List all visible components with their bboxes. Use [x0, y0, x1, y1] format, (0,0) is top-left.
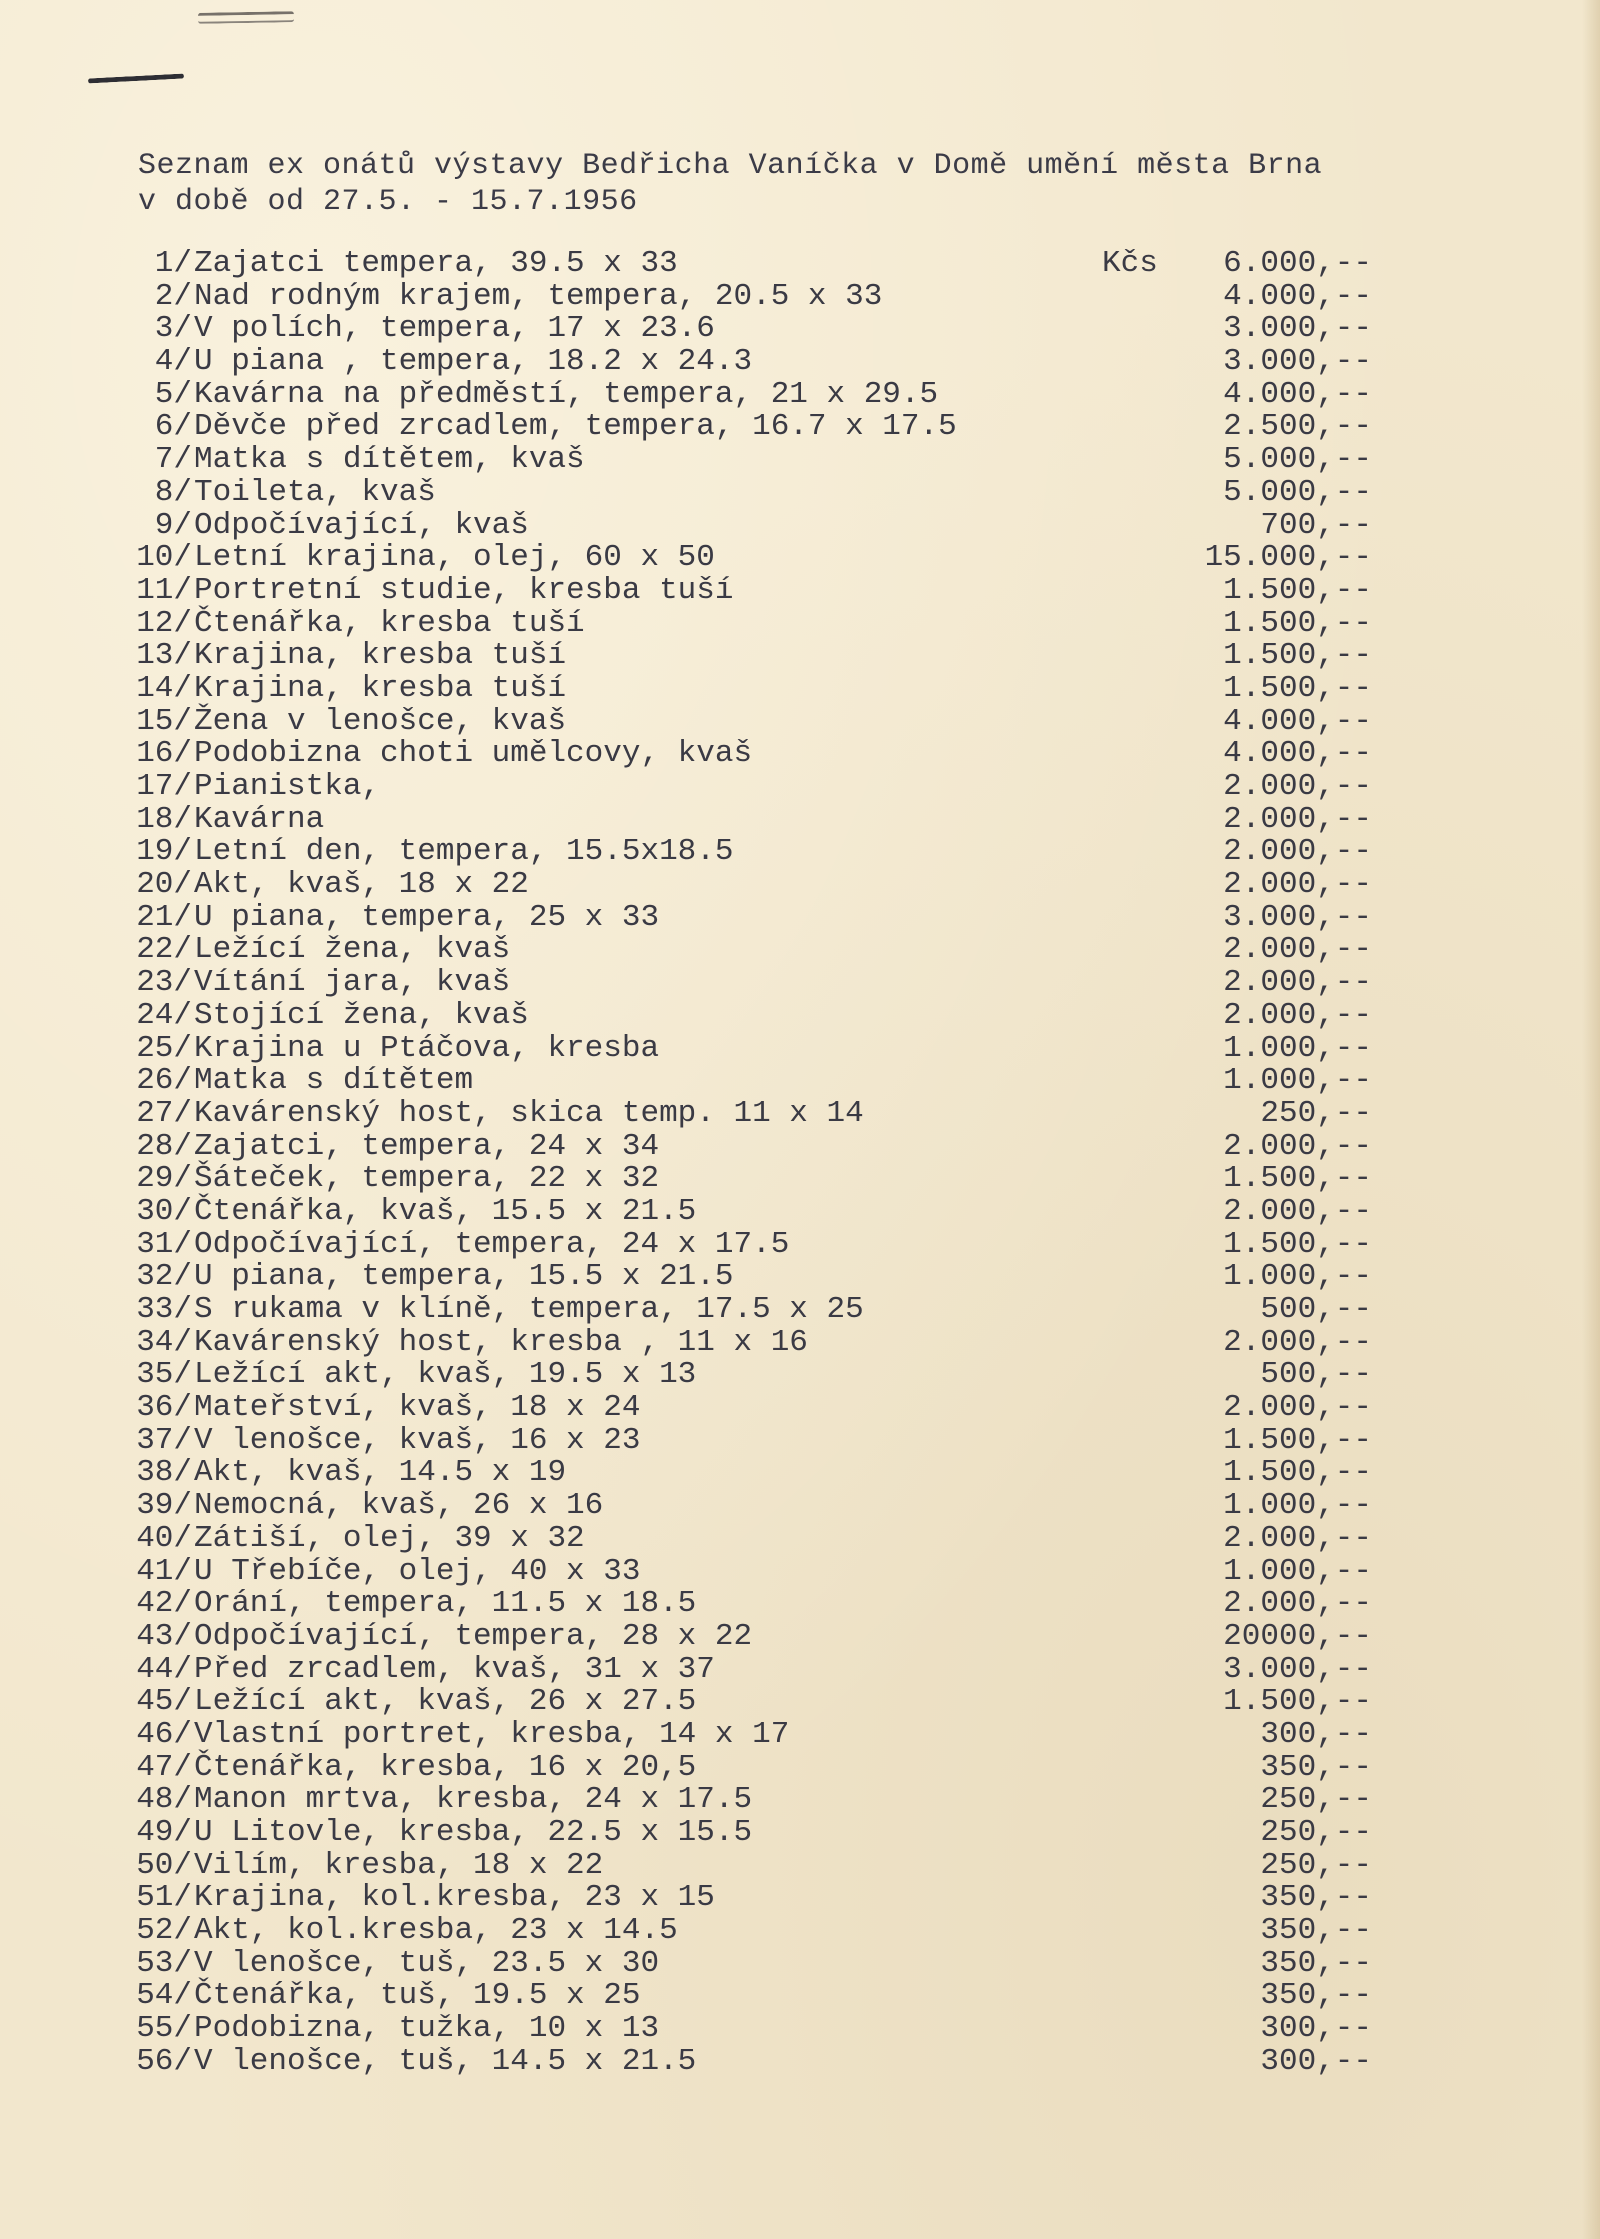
- item-price: 1.000,--: [1223, 1063, 1372, 1099]
- item-description: V lenošce, kvaš, 16 x 23: [194, 1422, 641, 1458]
- item-price: 1.500,--: [1223, 605, 1372, 641]
- item-price: 3.000,--: [1223, 344, 1372, 380]
- item-price: 250,--: [1260, 1847, 1372, 1883]
- list-item: [112, 1392, 1372, 1425]
- item-description: Čtenářka, kvaš, 15.5 x 21.5: [194, 1193, 697, 1229]
- item-description: Nad rodným krajem, tempera, 20.5 x 33: [194, 278, 883, 314]
- item-description: Krajina, kresba tuší: [194, 670, 567, 706]
- item-price: 250,--: [1260, 1782, 1372, 1818]
- item-description: Krajina u Ptáčova, kresba: [194, 1030, 660, 1066]
- item-number: 42/: [136, 1586, 192, 1622]
- list-item: [112, 1945, 1372, 1981]
- item-description: V lenošce, tuš, 14.5 x 21.5: [194, 2043, 697, 2079]
- item-price: 2.000,--: [1223, 1128, 1372, 1164]
- item-number: 16/: [136, 736, 192, 772]
- item-number: 14/: [136, 670, 192, 706]
- list-item: [112, 2043, 1372, 2079]
- item-price: 4.000,--: [1223, 376, 1372, 412]
- item-price: 350,--: [1260, 1913, 1372, 1949]
- item-number: 28/: [136, 1128, 192, 1164]
- item-price: 2.000,--: [1223, 834, 1372, 870]
- item-description: Akt, kol.kresba, 23 x 14.5: [194, 1913, 678, 1949]
- title-line-1: Seznam ex onátů výstavy Bedřicha Vaníčka v Domě umění města Brna: [138, 149, 1323, 183]
- list-item: [112, 1651, 1372, 1687]
- item-number: 17/: [136, 769, 192, 804]
- item-description: Podobizna choti umělcovy, kvaš: [194, 736, 753, 772]
- item-number: 11/: [136, 572, 192, 608]
- item-price: 300,--: [1260, 2011, 1372, 2047]
- list-item: [112, 1882, 1372, 1915]
- list-item: [112, 507, 1372, 543]
- item-number: 15/: [136, 703, 192, 739]
- item-description: Kavárna na předměstí, tempera, 21 x 29.5: [194, 376, 939, 412]
- item-price: 5.000,--: [1223, 442, 1372, 478]
- ink-dash-mark: [88, 73, 184, 83]
- item-number: 51/: [136, 1880, 192, 1916]
- item-number: 40/: [136, 1520, 192, 1556]
- item-price: 15.000,--: [1204, 540, 1372, 576]
- list-item: [112, 376, 1372, 412]
- list-item: [112, 934, 1372, 967]
- item-number: 34/: [136, 1324, 192, 1360]
- list-item: [112, 801, 1372, 837]
- item-price: 1.500,--: [1223, 1422, 1372, 1458]
- list-item: [112, 1490, 1372, 1523]
- item-description: V polích, tempera, 17 x 23.6: [194, 311, 715, 347]
- item-number: 47/: [136, 1749, 192, 1785]
- item-description: Kavárenský host, skica temp. 11 x 14: [194, 1095, 864, 1131]
- item-price: 1.000,--: [1223, 1030, 1372, 1066]
- item-number: 39/: [136, 1488, 192, 1524]
- item-description: U Třebíče, olej, 40 x 33: [194, 1553, 641, 1589]
- item-description: Odpočívající, tempera, 24 x 17.5: [194, 1226, 790, 1262]
- item-description: U piana, tempera, 15.5 x 21.5: [194, 1259, 734, 1295]
- item-description: Vítání jara, kvaš: [194, 965, 511, 1001]
- item-price: 250,--: [1260, 1095, 1372, 1131]
- list-item: [112, 1422, 1372, 1458]
- item-description: Matka s dítětem: [194, 1063, 474, 1099]
- list-item: [112, 1324, 1372, 1360]
- item-description: Letní den, tempera, 15.5x18.5: [194, 834, 734, 870]
- list-item: [112, 1686, 1372, 1719]
- item-description: Čtenářka, kresba tuší: [194, 605, 585, 641]
- list-item: [112, 1065, 1372, 1098]
- paper-edge-shading: [1582, 0, 1600, 2239]
- list-item: [112, 1847, 1372, 1883]
- item-description: Portretní studie, kresba tuší: [194, 572, 734, 608]
- item-number: 25/: [136, 1030, 192, 1066]
- item-description: Odpočívající, tempera, 28 x 22: [194, 1618, 753, 1654]
- item-description: U piana, tempera, 25 x 33: [194, 899, 660, 935]
- item-description: Ležící akt, kvaš, 19.5 x 13: [194, 1357, 697, 1393]
- list-item: [112, 836, 1372, 869]
- item-description: Děvče před zrcadlem, tempera, 16.7 x 17.5: [194, 409, 957, 445]
- item-number: 7/: [154, 442, 192, 478]
- item-number: 49/: [136, 1815, 192, 1850]
- currency-label: Kčs: [1102, 246, 1158, 281]
- list-item: [112, 1553, 1372, 1589]
- list-item: [112, 1128, 1372, 1164]
- list-item: [112, 1817, 1372, 1850]
- list-item: [112, 474, 1372, 510]
- document-title: [138, 148, 1438, 220]
- list-item: [112, 1359, 1372, 1392]
- item-number: 29/: [136, 1161, 192, 1197]
- item-description: Ležící akt, kvaš, 26 x 27.5: [194, 1684, 697, 1720]
- list-item: [112, 771, 1372, 804]
- list-item: [112, 1784, 1372, 1817]
- item-number: 21/: [136, 899, 192, 935]
- item-number: 19/: [136, 834, 192, 870]
- item-number: 38/: [136, 1455, 192, 1491]
- item-number: 32/: [136, 1259, 192, 1295]
- list-item: [112, 2013, 1372, 2046]
- item-number: 5/: [154, 376, 192, 412]
- item-price: 2.000,--: [1223, 997, 1372, 1033]
- list-item: [112, 444, 1372, 477]
- item-description: Vlastní portret, kresba, 14 x 17: [194, 1716, 790, 1752]
- list-item: [112, 1226, 1372, 1262]
- item-price: 1.500,--: [1223, 1226, 1372, 1262]
- item-price: 350,--: [1260, 1880, 1372, 1916]
- item-description: Letní krajina, olej, 60 x 50: [194, 540, 715, 576]
- item-number: 56/: [136, 2043, 192, 2079]
- list-item: [112, 670, 1372, 706]
- item-price: 2.000,--: [1223, 1390, 1372, 1426]
- item-price: 1.500,--: [1223, 1684, 1372, 1720]
- list-item: [112, 572, 1372, 608]
- list-item: [112, 1163, 1372, 1196]
- item-price: 2.000,--: [1223, 1586, 1372, 1622]
- item-price: 1.500,--: [1223, 638, 1372, 674]
- item-price: 1.500,--: [1223, 670, 1372, 706]
- list-item: [112, 640, 1372, 673]
- list-item: [112, 1294, 1372, 1327]
- item-price: 500,--: [1260, 1357, 1372, 1393]
- item-description: Čtenářka, tuš, 19.5 x 25: [194, 1978, 641, 2014]
- item-price: 350,--: [1260, 1749, 1372, 1785]
- item-number: 30/: [136, 1193, 192, 1229]
- item-description: Zátiší, olej, 39 x 32: [194, 1520, 585, 1556]
- item-number: 50/: [136, 1847, 192, 1883]
- list-item: [112, 278, 1372, 314]
- item-description: Podobizna, tužka, 10 x 13: [194, 2011, 660, 2047]
- item-number: 6/: [154, 409, 192, 445]
- item-price: 2.000,--: [1223, 1193, 1372, 1229]
- item-price: 2.000,--: [1223, 1324, 1372, 1360]
- item-description: V lenošce, tuš, 23.5 x 30: [194, 1945, 660, 1981]
- item-price: 1.500,--: [1223, 572, 1372, 608]
- list-item: [112, 411, 1372, 444]
- item-price: 2.000,--: [1223, 965, 1372, 1001]
- item-number: 4/: [154, 344, 192, 380]
- list-item: [112, 1030, 1372, 1066]
- list-item: [112, 1261, 1372, 1294]
- list-item: [112, 1193, 1372, 1229]
- item-description: Stojící žena, kvaš: [194, 997, 529, 1033]
- item-number: 2/: [154, 278, 192, 314]
- item-description: Čtenářka, kresba, 16 x 20,5: [194, 1749, 697, 1785]
- item-number: 45/: [136, 1684, 192, 1720]
- item-number: 24/: [136, 997, 192, 1033]
- list-item: [112, 1588, 1372, 1621]
- item-number: 3/: [154, 311, 192, 347]
- item-number: 31/: [136, 1226, 192, 1262]
- list-item: [112, 248, 1372, 281]
- item-number: 44/: [136, 1651, 192, 1687]
- item-price: 350,--: [1260, 1978, 1372, 2014]
- item-price: 2.000,--: [1223, 867, 1372, 903]
- item-price: 500,--: [1260, 1292, 1372, 1327]
- pencil-mark-top: [198, 11, 294, 24]
- list-item: [112, 703, 1372, 739]
- list-item: [112, 997, 1372, 1033]
- list-item: [112, 1095, 1372, 1131]
- item-description: Mateřství, kvaš, 18 x 24: [194, 1390, 641, 1426]
- item-number: 26/: [136, 1063, 192, 1099]
- item-price: 3.000,--: [1223, 899, 1372, 935]
- item-price: 1.000,--: [1223, 1553, 1372, 1589]
- item-price: 300,--: [1260, 1716, 1372, 1752]
- item-price: 2.000,--: [1223, 1520, 1372, 1556]
- item-description: Manon mrtva, kresba, 24 x 17.5: [194, 1782, 753, 1818]
- item-number: 8/: [154, 474, 192, 510]
- item-description: Akt, kvaš, 14.5 x 19: [194, 1455, 567, 1491]
- item-number: 22/: [136, 932, 192, 968]
- item-number: 41/: [136, 1553, 192, 1589]
- item-number: 48/: [136, 1782, 192, 1818]
- item-price: 2.000,--: [1223, 769, 1372, 804]
- item-description: Žena v lenošce, kvaš: [194, 703, 567, 739]
- list-item: [112, 869, 1372, 902]
- item-number: 1/: [154, 246, 192, 281]
- list-item: [112, 738, 1372, 771]
- item-description: U Litovle, kresba, 22.5 x 15.5: [194, 1815, 753, 1850]
- item-number: 33/: [136, 1292, 192, 1327]
- item-number: 13/: [136, 638, 192, 674]
- item-price: 2.000,--: [1223, 932, 1372, 968]
- item-price: 20000,--: [1223, 1618, 1372, 1654]
- item-number: 20/: [136, 867, 192, 903]
- item-number: 23/: [136, 965, 192, 1001]
- item-price: 5.000,--: [1223, 474, 1372, 510]
- item-price: 3.000,--: [1223, 311, 1372, 347]
- list-item: [112, 899, 1372, 935]
- item-price: 700,--: [1260, 507, 1372, 543]
- item-number: 55/: [136, 2011, 192, 2047]
- item-description: Krajina, kol.kresba, 23 x 15: [194, 1880, 715, 1916]
- item-description: Matka s dítětem, kvaš: [194, 442, 585, 478]
- item-description: Akt, kvaš, 18 x 22: [194, 867, 529, 903]
- item-number: 52/: [136, 1913, 192, 1949]
- item-number: 10/: [136, 540, 192, 576]
- item-number: 9/: [154, 507, 192, 543]
- item-description: Odpočívající, kvaš: [194, 507, 529, 543]
- item-price: 2.500,--: [1223, 409, 1372, 445]
- item-description: Šáteček, tempera, 22 x 32: [194, 1161, 660, 1197]
- item-description: Pianistka,: [194, 769, 381, 804]
- item-number: 27/: [136, 1095, 192, 1131]
- list-item: [112, 1980, 1372, 2013]
- item-description: Nemocná, kvaš, 26 x 16: [194, 1488, 604, 1524]
- item-description: Toileta, kvaš: [194, 474, 436, 510]
- item-number: 37/: [136, 1422, 192, 1458]
- item-description: Vilím, kresba, 18 x 22: [194, 1847, 604, 1883]
- list-item: [112, 313, 1372, 346]
- list-item: [112, 1915, 1372, 1948]
- item-price: 3.000,--: [1223, 1651, 1372, 1687]
- item-price: 4.000,--: [1223, 703, 1372, 739]
- item-number: 35/: [136, 1357, 192, 1393]
- item-price: 1.500,--: [1223, 1455, 1372, 1491]
- item-price: 4.000,--: [1223, 736, 1372, 772]
- item-number: 43/: [136, 1618, 192, 1654]
- list-item: [112, 346, 1372, 379]
- list-item: [112, 1520, 1372, 1556]
- item-description: Krajina, kresba tuší: [194, 638, 567, 674]
- item-description: Před zrcadlem, kvaš, 31 x 37: [194, 1651, 715, 1687]
- item-description: U piana , tempera, 18.2 x 24.3: [194, 344, 753, 380]
- title-line-2: v době od 27.5. - 15.7.1956: [138, 185, 638, 219]
- list-item: [112, 1749, 1372, 1785]
- item-price: 1.000,--: [1223, 1488, 1372, 1524]
- item-price: 1.500,--: [1223, 1161, 1372, 1197]
- list-item: [112, 1618, 1372, 1654]
- list-item: [112, 542, 1372, 575]
- item-number: 12/: [136, 605, 192, 641]
- item-number: 18/: [136, 801, 192, 837]
- item-price: 250,--: [1260, 1815, 1372, 1850]
- exhibit-list: [112, 248, 1372, 2079]
- item-description: Zajatci tempera, 39.5 x 33: [194, 246, 678, 281]
- item-description: Zajatci, tempera, 24 x 34: [194, 1128, 660, 1164]
- item-number: 53/: [136, 1945, 192, 1981]
- item-number: 54/: [136, 1978, 192, 2014]
- list-item: [112, 1457, 1372, 1490]
- item-price: 6.000,--: [1223, 246, 1372, 281]
- item-price: 350,--: [1260, 1945, 1372, 1981]
- item-price: 2.000,--: [1223, 801, 1372, 837]
- item-description: S rukama v klíně, tempera, 17.5 x 25: [194, 1292, 864, 1327]
- item-description: Ležící žena, kvaš: [194, 932, 511, 968]
- list-item: [112, 967, 1372, 1000]
- item-price: 300,--: [1260, 2043, 1372, 2079]
- item-number: 36/: [136, 1390, 192, 1426]
- item-price: 1.000,--: [1223, 1259, 1372, 1295]
- item-number: 46/: [136, 1716, 192, 1752]
- item-description: Kavárenský host, kresba , 11 x 16: [194, 1324, 808, 1360]
- item-price: 4.000,--: [1223, 278, 1372, 314]
- item-description: Kavárna: [194, 801, 325, 837]
- list-item: [112, 1716, 1372, 1752]
- list-item: [112, 605, 1372, 641]
- item-description: Orání, tempera, 11.5 x 18.5: [194, 1586, 697, 1622]
